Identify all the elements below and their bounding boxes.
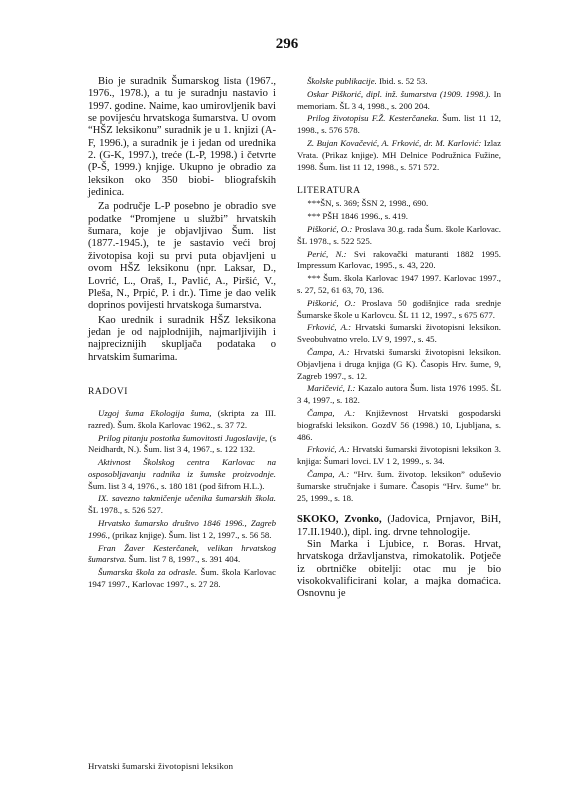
literature-author: Frković, A.: [307,322,352,333]
work-title: Fran Žaver Kesterčanek, velikan hrvatskog šumarstva. [88,542,276,565]
work-title: Školske publikacije. [307,76,377,86]
works-heading: RADOVI [88,386,128,397]
literature-entry [297,469,501,504]
work-title: Oskar Piškorić, dipl. inž. šumarstva (1909. 1998.). [307,88,491,99]
literature-details: Proslava 50 godišnjice rada srednje Šumarske škole u Karlovcu. ŠL 11 12, 1997., s 675 677. [297,297,501,320]
work-entry [88,493,276,517]
literature-details: Hrvatski šumarski životopisni leksikon. Sveobuhvatno vrelo. LV 9, 1997., s. 45. [297,322,501,345]
literature-details: Hrvatski šumarski životopisni leksikon 3. knjiga: Šumari lovci. LV 1 2, 1999., s. 34. [297,444,501,467]
works-list [88,408,276,591]
literature-entry [297,408,501,443]
literature-entry [297,298,501,322]
work-entry [297,76,501,88]
literature-heading: LITERATURA [297,186,361,197]
literature-entry [297,322,501,346]
paragraph: Kao urednik i suradnik HŠZ leksikona jedan je od najplodnijih, najmarljivijih i najpreciznijih skupljača podataka o hrvatskim šumarima. [88,314,276,363]
work-entry [88,518,276,542]
work-details: (skripta za III. razred). Šum. škola Karlovac 1962., s. 37 72. [88,407,276,430]
literature-author: Čampa, A.: [307,407,356,418]
literature-author: Čampa, A.: [307,468,350,479]
work-entry [297,113,501,137]
literature-entry [297,211,501,223]
work-details: In memoriam. ŠL 3 4, 1998., s. 200 204. [297,88,502,111]
entry-details: (Jadovica, Prnjavor, BiH, 17.II.1940.), dipl. ing. drvne tehnologije. [297,514,501,538]
biography-text [88,76,276,364]
entry-skoko [297,514,501,600]
literature-details: Proslava 30.g. rada Šum. škole Karlovac. ŠL 1978., s. 522 525. [297,223,501,246]
paragraph: Za područje L-P posebno je obradio sve podatke “Promjene u službi” hrvatskih šumara, koje je objavljivao Šum. list (1877.-1945.), te je sastavio veći broj životopisa koji su prvi puta objavljeni u ovom HŠZ leksikonu (npr. Laksar, D., Lovrić, L., Oraš, I., Pavlić, A., Piršić, V., Pleša, N., Prpić, P. i dr.). Time je dao velik doprinos povijesti hrvatskoga šumarstva. [88,201,276,312]
paragraph: Bio je suradnik Šumarskog lista (1967., 1976., 1978.), a tu je suradnju nastavio i 1997. godine. Naime, kao umirovljenik bavi se povijesću hrvatskoga šumarstva. U ovom “HŠZ leksikonu” suradnik je u 1. knjizi (A-F, 1996.), a suradnik je i jedan od urednika 2. (G-K, 1997.), treće (L-P, 1998.) i četvrte (P-Š, 1999.) knjige. Ukupno je obradio za leksikon oko 350 biobi- bliografskih jedinica. [88,76,276,199]
literature-author: Frković, A.: [307,444,350,455]
work-details: ŠL 1978., s. 526 527. [88,505,163,516]
work-title: Hrvatsko šumarsko društvo 1846 1996., Zagreb 1996., [88,518,276,540]
work-title: Prilog pitanju postotka šumovitosti Jugoslavije, [98,432,268,443]
literature-details: Književnost Hrvatski gospodarski biografski leksikon. GozdV 56 (1998.) 10, Ljubljana, s. 486. [297,407,501,442]
literature-list [297,198,501,504]
work-entry [88,457,276,492]
work-entry [297,89,501,113]
work-details: Šum. škola Karlovac 1947 1997., Karlovac 1997., s. 27 28. [88,567,276,590]
work-entry [88,433,276,457]
entry-name: SKOKO, Zvonko, [297,514,382,526]
works-list-continued [297,76,501,173]
work-details: Šum. list 7 8, 1997., s. 391 404. [126,554,241,565]
footer-title: Hrvatski šumarski životopisni leksikon [88,761,234,771]
literature-author: Piškorić, O.: [307,297,356,308]
literature-author: Čampa, A.: [307,346,350,357]
literature-entry [297,249,501,273]
entry-header [297,514,501,539]
work-entry [88,567,276,591]
work-title: IX. savezno takmičenje učenika šumarskih škola. [98,493,276,504]
work-entry [88,408,276,432]
literature-entry [297,383,501,407]
literature-details: Svi rakovački maturanti 1882 1995. Impressum Karlovac, 1995., s. 43, 220. [297,248,501,271]
work-title: Šumarska škola za odrasle. [98,567,198,578]
page-number: 296 [275,36,299,52]
literature-entry [297,224,501,248]
literature-details: Šum. škola Karlovac 1947 1997. Karlovac 1997., s. 27, 52, 61 63, 70, 136. [297,273,501,295]
literature-details: ŠN, s. 369; ŠSN 2, 1998., 690. [320,198,429,209]
work-details: Šum. list 11 12, 1998., s. 576 578. [297,113,501,136]
right-column [297,76,501,601]
literature-details: Hrvatski šumarski životopisni leksikon. Objavljena i druga knjiga (G K). Časopis Hrv. šume, 9, Zagreb 1997., s. 12. [297,346,501,381]
literature-entry [297,444,501,468]
literature-author: *** [307,273,321,284]
literature-author: Piškorić, O.: [307,223,353,234]
left-column [88,76,276,592]
literature-author: *** [307,211,321,222]
literature-details: Kazalo autora Šum. lista 1976 1995. ŠL 3 4, 1997., s. 182. [297,383,501,406]
work-entry [88,543,276,567]
work-details: Šum. list 3 4, 1976., s. 180 181 (pod šifrom H.L.). [88,480,265,491]
work-details: Izlaz Vrata. (Prikaz knjige). MH Delnice Podružnica Fužine, 1998. Šum. list 11 12, 1998., s. 571 572. [297,137,501,172]
literature-details: PŠH 1846 1996., s. 419. [320,211,408,222]
literature-author: *** [307,198,321,209]
literature-entry [297,347,501,382]
literature-details: “Hrv. šum. životop. leksikon” oduševio šumarske stručnjake i šumare. Časopis “Hrv. šume” br. 25, 1999., s. 18. [297,468,501,503]
literature-entry [297,198,501,210]
literature-author: Maričević, I.: [307,383,356,394]
work-title: Prilog životopisu F.Ž. Kesterčaneka. [307,113,439,124]
work-details: Ibid. s. 52 53. [376,76,428,86]
work-title: Aktivnost Školskog centra Karlovac na osposobljavanju radnika iz šumske proizvodnje. [88,457,276,479]
work-title: Uzgoj šuma Ekologija šuma, [98,407,212,418]
literature-author: Perić, N.: [307,248,347,259]
work-title: Z. Bujan Kovačević, A. Frković, dr. M. Karlović: [307,137,482,148]
entry-text: Sin Marka i Ljubice, r. Boras. Hrvat, hrvatskoga državljanstva, rimokatolik. Potječe iz obrtničke obitelji: otac mu je bio visokokvalificirani kolar, a majka domaćica. Osnovnu je [297,538,501,600]
work-details: (prikaz knjige). Šum. list 1 2, 1997., s. 56 58. [110,529,272,540]
work-details: (s Neidhardt, N.). Šum. list 3 4, 1967., s. 122 132. [88,432,276,455]
literature-entry [297,273,501,297]
work-entry [297,138,501,173]
